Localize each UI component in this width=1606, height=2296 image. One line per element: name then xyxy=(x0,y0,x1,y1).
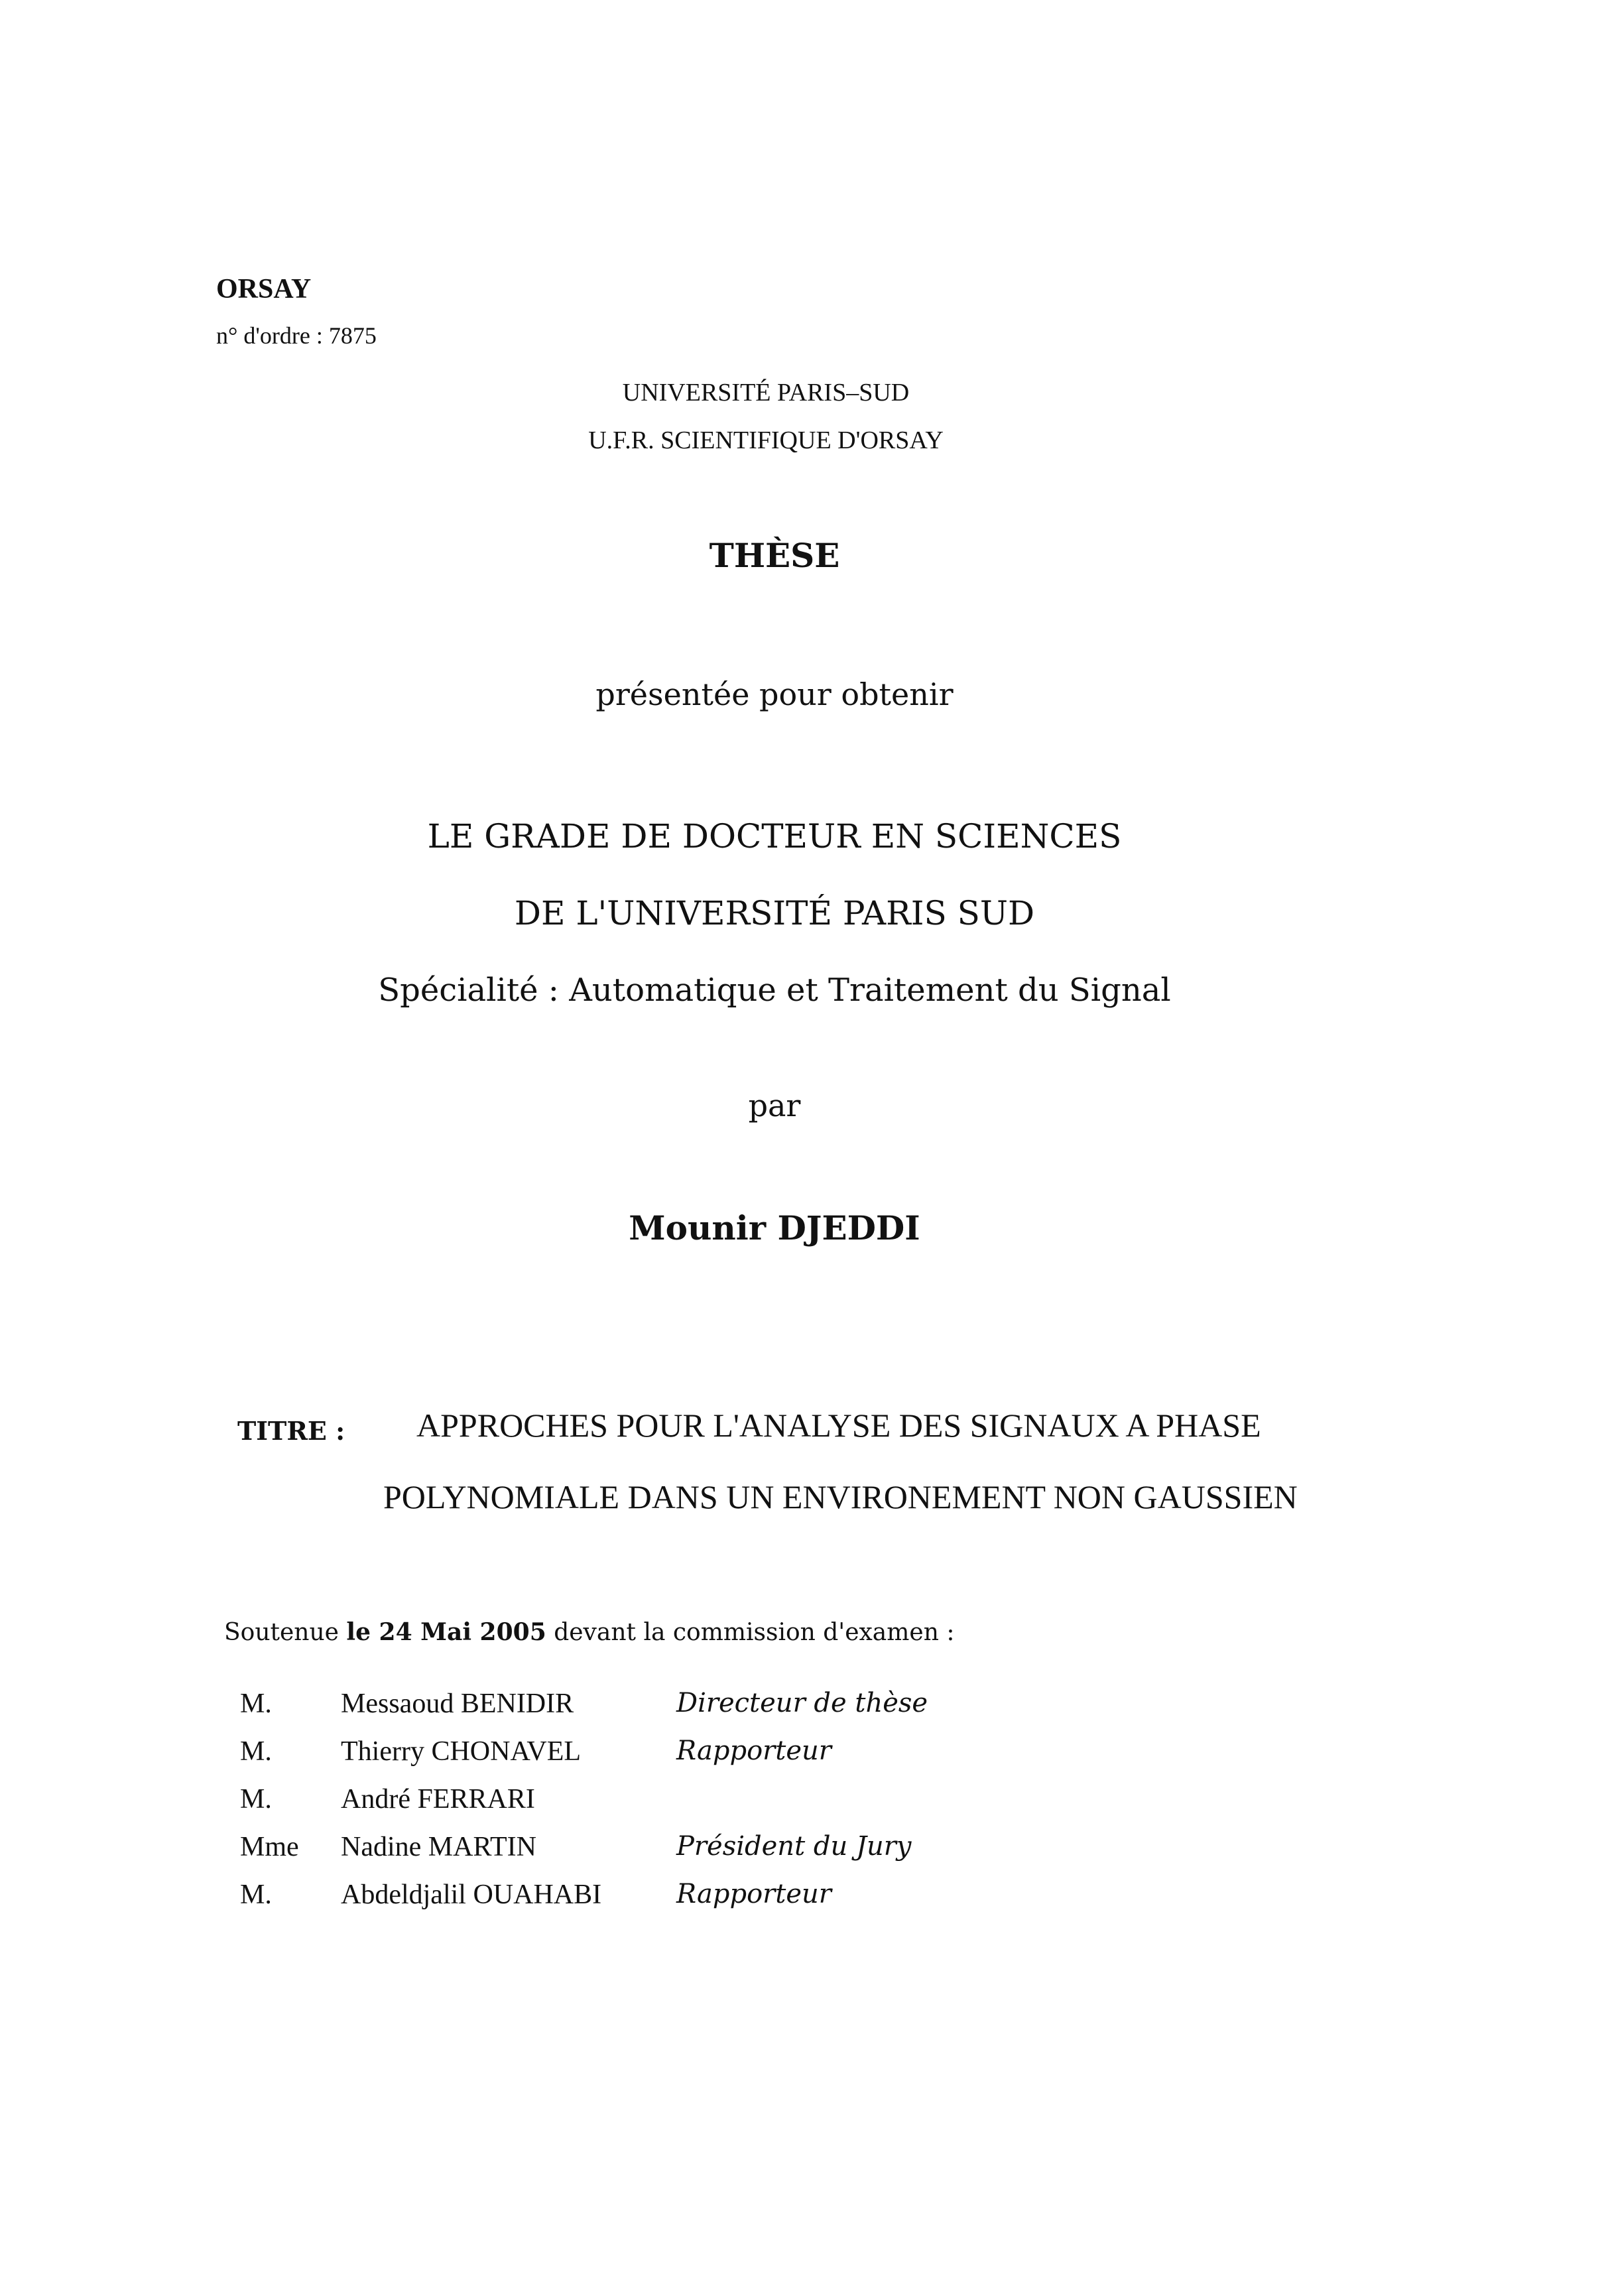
presented-for: présentée pour obtenir xyxy=(595,676,954,712)
jury-member-title: M. xyxy=(240,1689,272,1719)
thesis-heading: THÈSE xyxy=(709,536,840,575)
author-name: Mounir DJEDDI xyxy=(629,1208,920,1247)
defense-prefix: Soutenue xyxy=(224,1619,339,1646)
jury-member-name: Thierry CHONAVEL xyxy=(341,1736,582,1767)
jury-member-role: Président du Jury xyxy=(676,1831,912,1862)
title-line-1: APPROCHES POUR L'ANALYSE DES SIGNAUX A PHASE xyxy=(416,1407,1261,1444)
jury-member-title: M. xyxy=(240,1880,272,1910)
university-name: UNIVERSITÉ PARIS–SUD xyxy=(622,379,910,407)
ufr-name: U.F.R. SCIENTIFIQUE D'ORSAY xyxy=(588,426,944,454)
jury-member-name: Messaoud BENIDIR xyxy=(341,1689,574,1719)
jury-member-title: M. xyxy=(240,1784,272,1815)
defense-suffix: devant la commission d'examen : xyxy=(554,1619,955,1646)
jury-member-title: Mme xyxy=(240,1832,299,1862)
specialty: Spécialité : Automatique et Traitement du Signal xyxy=(378,972,1171,1009)
institution-short: ORSAY xyxy=(216,274,312,304)
jury-member-title: M. xyxy=(240,1736,272,1767)
order-number: n° d'ordre : 7875 xyxy=(216,322,377,349)
by-label: par xyxy=(748,1088,801,1123)
title-line-2: POLYNOMIALE DANS UN ENVIRONEMENT NON GAUSSIEN xyxy=(383,1478,1298,1515)
grade-line-1: LE GRADE DE DOCTEUR EN SCIENCES xyxy=(427,817,1122,856)
jury-member-role: Rapporteur xyxy=(676,1879,832,1909)
defense-statement xyxy=(224,1618,954,1646)
jury-member-name: André FERRARI xyxy=(341,1784,535,1815)
title-label: TITRE : xyxy=(237,1416,345,1446)
jury-member-role: Directeur de thèse xyxy=(676,1688,928,1718)
grade-line-2: DE L'UNIVERSITÉ PARIS SUD xyxy=(514,894,1035,932)
jury-member-role: Rapporteur xyxy=(676,1736,832,1766)
jury-member-name: Nadine MARTIN xyxy=(341,1832,536,1862)
defense-date: le 24 Mai 2005 xyxy=(346,1618,546,1646)
jury-member-name: Abdeldjalil OUAHABI xyxy=(341,1880,602,1910)
